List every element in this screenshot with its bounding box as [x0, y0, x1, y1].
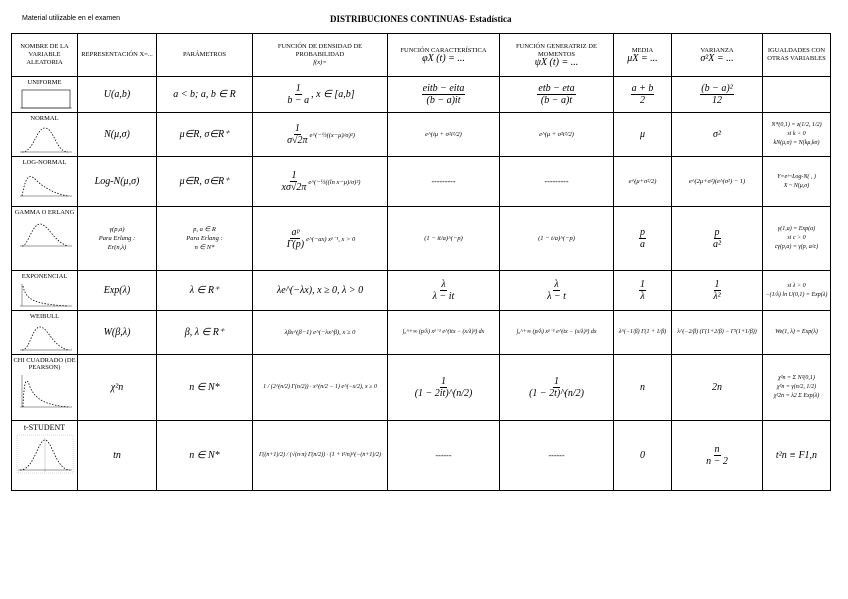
row-gamma: [12, 207, 831, 271]
col-mean: [614, 34, 672, 77]
dens-tail-uniforme: , x ∈ [a,b]: [311, 88, 355, 100]
cf-gamma: (1 − it/a)^(−p): [388, 207, 500, 271]
equal-weibull: We(1, λ) = Exp(λ): [763, 311, 831, 355]
uniform-plot-icon: [18, 88, 72, 110]
dens-den-gamma: Γ(p): [286, 239, 305, 250]
var-num-student: n: [714, 444, 720, 455]
var-exponencial: [672, 271, 763, 311]
name-exponencial: [12, 271, 78, 311]
equal-chi-1: χ²n = Σ N²(0,1): [778, 375, 815, 381]
row-weibull: [12, 311, 831, 355]
mgf-exponencial: [500, 271, 614, 311]
mgf-gamma: (1 − t/a)^(−p): [500, 207, 614, 271]
repr-uniforme: U(a,b): [78, 77, 157, 113]
gamma-plot-icon: [18, 218, 72, 248]
equal-exponencial-1: si λ > 0: [787, 282, 806, 289]
page-title: DISTRIBUCIONES CONTINUAS- Estadística: [330, 14, 512, 24]
label-gamma: GAMMA O ERLANG: [14, 209, 75, 216]
cf-normal: e^(iμ + σ²i²/2): [388, 113, 500, 157]
label-weibull: WEIBULL: [29, 313, 60, 320]
mean-den-gamma: a: [640, 239, 645, 250]
dens-num-uniforme: 1: [295, 83, 301, 94]
col-density-label: FUNCIÓN DE DENSIDAD DE PROBABILIDAD: [277, 43, 363, 58]
density-chi: 1 / (2^(n/2) Γ(n/2)) · x^(n/2 − 1) e^(−x/2), x ≥ 0: [253, 355, 388, 421]
dens-exp-normal: e^(−½((x−μ)/σ)²): [309, 131, 355, 139]
col-charf-sym: φX (t) = ...: [422, 53, 465, 64]
name-lognormal: [12, 157, 78, 207]
repr-gamma: [78, 207, 157, 271]
params-lognormal: μ∈R, σ∈R⁺: [157, 157, 253, 207]
mgf-num-uniforme: etb − eta: [538, 83, 575, 94]
dens-tail-gamma: e^(−ax) xᵖ⁻¹, x > 0: [306, 235, 356, 243]
col-mgf-label: FUNCIÓN GENERATRIZ DE MOMENTOS: [516, 43, 597, 58]
var-gamma: [672, 207, 763, 271]
name-weibull: [12, 311, 78, 355]
dens-num-normal: 1: [294, 123, 300, 134]
col-charf: [388, 34, 500, 77]
weibull-plot-icon: [18, 322, 72, 352]
equal-lognormal-1: Y=eˣ~Log-N( , ): [777, 173, 816, 180]
label-lognormal: LOG-NORMAL: [22, 159, 67, 166]
var-lognormal: e^(2μ+σ²)(e^(σ²) − 1): [672, 157, 763, 207]
label-uniforme: UNIFORME: [27, 79, 62, 86]
row-lognormal: [12, 157, 831, 207]
equal-normal-2: si k > 0: [787, 131, 806, 137]
density-normal: [253, 113, 388, 157]
row-student: [12, 421, 831, 491]
params-gamma-3: n ∈ N*: [194, 244, 215, 251]
exponential-plot-icon: [18, 282, 72, 308]
equal-chi: [763, 355, 831, 421]
var-weibull: λ^(−2/β) (Γ(1+2/β) − Γ²(1+1/β)): [672, 311, 763, 355]
density-weibull: λβx^(β−1) e^(−λx^β), x ≥ 0: [253, 311, 388, 355]
label-normal: NORMAL: [30, 115, 59, 122]
row-uniforme: [12, 77, 831, 113]
density-lognormal: [253, 157, 388, 207]
col-density-sub: f(x)=: [313, 59, 327, 66]
cf-num-chi: 1: [441, 376, 446, 387]
mean-student: 0: [614, 421, 672, 491]
mean-num-uniforme: a + b: [631, 83, 654, 94]
cf-lognormal: ---------: [388, 157, 500, 207]
params-gamma-1: p, a ∈ R: [193, 226, 216, 233]
params-exponencial: λ ∈ R⁺: [157, 271, 253, 311]
mean-exponencial: [614, 271, 672, 311]
chi-square-plot-icon: [18, 373, 72, 409]
lognormal-plot-icon: [18, 168, 72, 198]
mgf-num-exponencial: λ: [554, 279, 559, 290]
equal-student: t²n ≡ F1,n: [763, 421, 831, 491]
params-gamma-2: Para Erlang :: [186, 235, 223, 242]
var-den-gamma: a²: [713, 239, 721, 250]
mean-lognormal: e^(μ+σ²/2): [614, 157, 672, 207]
col-mean-label: MEDIA: [631, 47, 654, 54]
name-uniforme: [12, 77, 78, 113]
header-row: [12, 34, 831, 77]
density-student: Γ((n+1)/2) / (√(n·π) Γ(n/2)) · (1 + t²/n)^(−(n+1)/2): [253, 421, 388, 491]
repr-chi: χ²n: [78, 355, 157, 421]
equal-gamma-2: si c > 0: [787, 235, 806, 241]
var-num-exponencial: 1: [714, 279, 720, 290]
row-chi: [12, 355, 831, 421]
label-chi: CHI CUADRADO (DE PEARSON): [13, 357, 76, 371]
var-den-uniforme: 12: [712, 95, 722, 106]
col-name: NOMBRE DE LA VARIABLE ALEATORIA: [12, 34, 78, 77]
var-den-exponencial: λ²: [713, 291, 721, 302]
cf-num-exponencial: λ: [441, 279, 446, 290]
mgf-den-exponencial: λ − t: [547, 291, 566, 302]
var-num-gamma: p: [714, 227, 720, 238]
name-chi: [12, 355, 78, 421]
equal-normal-1: N*(0,1) = z(1/2, 1/2): [771, 122, 822, 128]
cf-den-chi: (1 − 2it)^(n/2): [414, 388, 473, 399]
equal-gamma: [763, 207, 831, 271]
equal-chi-3: χ²2n = λ2 Σ Exp(λ): [773, 393, 820, 399]
mean-weibull: λ^(−1/β) Γ(1 + 1/β): [614, 311, 672, 355]
col-equal: IGUALDADES CON OTRAS VARIABLES: [763, 34, 831, 77]
dens-num-gamma: aᵖ: [291, 227, 300, 238]
equal-lognormal: [763, 157, 831, 207]
repr-gamma-3: Er(n,λ): [107, 244, 127, 251]
equal-lognormal-2: X ~ N(μ,σ): [783, 182, 810, 189]
label-exponencial: EXPONENCIAL: [21, 273, 68, 280]
mgf-normal: e^(μ + σ²t²/2): [500, 113, 614, 157]
repr-weibull: W(β,λ): [78, 311, 157, 355]
var-chi: 2n: [672, 355, 763, 421]
params-weibull: β, λ ∈ R⁺: [157, 311, 253, 355]
params-normal: μ∈R, σ∈R⁺: [157, 113, 253, 157]
density-exponencial: λe^(−λx), x ≥ 0, λ > 0: [253, 271, 388, 311]
distributions-table: [11, 33, 831, 491]
equal-normal: [763, 113, 831, 157]
col-charf-label: FUNCIÓN CARACTERÍSTICA: [400, 47, 487, 54]
equal-exponencial: [763, 271, 831, 311]
density-gamma: [253, 207, 388, 271]
mgf-den-uniforme: (b − a)t: [540, 95, 573, 106]
dens-den-normal: σ√2π: [287, 135, 308, 146]
mean-num-exponencial: 1: [640, 279, 645, 290]
params-gamma: [157, 207, 253, 271]
cf-weibull: ∫₀^+∞ (p/λ) xᵖ⁻¹ e^(itx − (x/λ)ᵖ) dx: [388, 311, 500, 355]
params-uniforme: a < b; a, b ∈ R: [157, 77, 253, 113]
name-student: [12, 421, 78, 491]
col-density: [253, 34, 388, 77]
dens-den-uniforme: b − a: [287, 95, 310, 106]
equal-chi-2: χ²n = γ(n/2, 1/2): [776, 384, 817, 390]
name-normal: [12, 113, 78, 157]
dens-num-lognormal: 1: [291, 170, 297, 181]
params-chi: n ∈ N*: [157, 355, 253, 421]
repr-gamma-1: γ(p,a): [109, 226, 125, 233]
mgf-uniforme: [500, 77, 614, 113]
equal-normal-3: kN(μ,σ) = N(kμ,kσ): [773, 140, 820, 146]
mean-chi: n: [614, 355, 672, 421]
exam-note: Material utilizable en el examen: [22, 15, 121, 22]
repr-normal: N(μ,σ): [78, 113, 157, 157]
name-gamma: [12, 207, 78, 271]
col-var: [672, 34, 763, 77]
mean-num-gamma: p: [640, 227, 645, 238]
cf-num-uniforme: eitb − eita: [422, 83, 465, 94]
equal-gamma-3: cγ(p,a) = γ(p, a/c): [774, 244, 819, 250]
label-student: t-STUDENT: [23, 423, 66, 432]
mean-den-uniforme: 2: [640, 95, 645, 106]
equal-uniforme: [763, 77, 831, 113]
mgf-num-chi: 1: [554, 376, 559, 387]
row-normal: [12, 113, 831, 157]
repr-gamma-2: Para Erlang :: [98, 235, 136, 242]
t-student-plot-icon: [16, 434, 74, 474]
cf-uniforme: [388, 77, 500, 113]
dens-den-lognormal: xσ√2π: [281, 182, 307, 193]
var-normal: σ²: [672, 113, 763, 157]
col-repr: REPRESENTACIÓN X=...: [78, 34, 157, 77]
cf-student: ------: [388, 421, 500, 491]
mgf-student: ------: [500, 421, 614, 491]
col-mgf: [500, 34, 614, 77]
dens-exp-lognormal: e^(−½((ln x−μ)/σ)²): [308, 178, 361, 186]
mgf-weibull: ∫₀^+∞ (p/λ) xᵖ⁻¹ e^(tx − (x/λ)ᵖ) dx: [500, 311, 614, 355]
col-mean-sym: μX = ...: [627, 53, 658, 64]
row-exponencial: [12, 271, 831, 311]
cf-chi: [388, 355, 500, 421]
params-student: n ∈ N*: [157, 421, 253, 491]
var-uniforme: [672, 77, 763, 113]
mgf-chi: [500, 355, 614, 421]
col-params: PARÁMETROS: [157, 34, 253, 77]
col-var-label: VARIANZA: [700, 47, 734, 54]
mean-uniforme: [614, 77, 672, 113]
cf-exponencial: [388, 271, 500, 311]
var-student: [672, 421, 763, 491]
equal-exponencial-2: −(1/λ) ln U(0,1) = Exp(λ): [765, 291, 828, 298]
normal-plot-icon: [18, 124, 72, 154]
mgf-den-chi: (1 − 2t)^(n/2): [529, 388, 584, 399]
mean-gamma: [614, 207, 672, 271]
mean-normal: μ: [614, 113, 672, 157]
repr-exponencial: Exp(λ): [78, 271, 157, 311]
mean-den-exponencial: λ: [640, 291, 645, 302]
repr-student: tn: [78, 421, 157, 491]
mgf-lognormal: ---------: [500, 157, 614, 207]
col-var-sym: σ²X = ...: [700, 53, 734, 64]
cf-den-exponencial: λ − it: [432, 291, 455, 302]
repr-lognormal: Log-N(μ,σ): [78, 157, 157, 207]
density-uniforme: [253, 77, 388, 113]
col-mgf-sym: ψX (t) = ...: [534, 57, 579, 68]
var-num-uniforme: (b − a)²: [701, 83, 733, 94]
equal-gamma-1: γ(1,a) = Exp(a): [777, 226, 816, 232]
cf-den-uniforme: (b − a)it: [426, 95, 461, 106]
var-den-student: n − 2: [706, 456, 728, 467]
